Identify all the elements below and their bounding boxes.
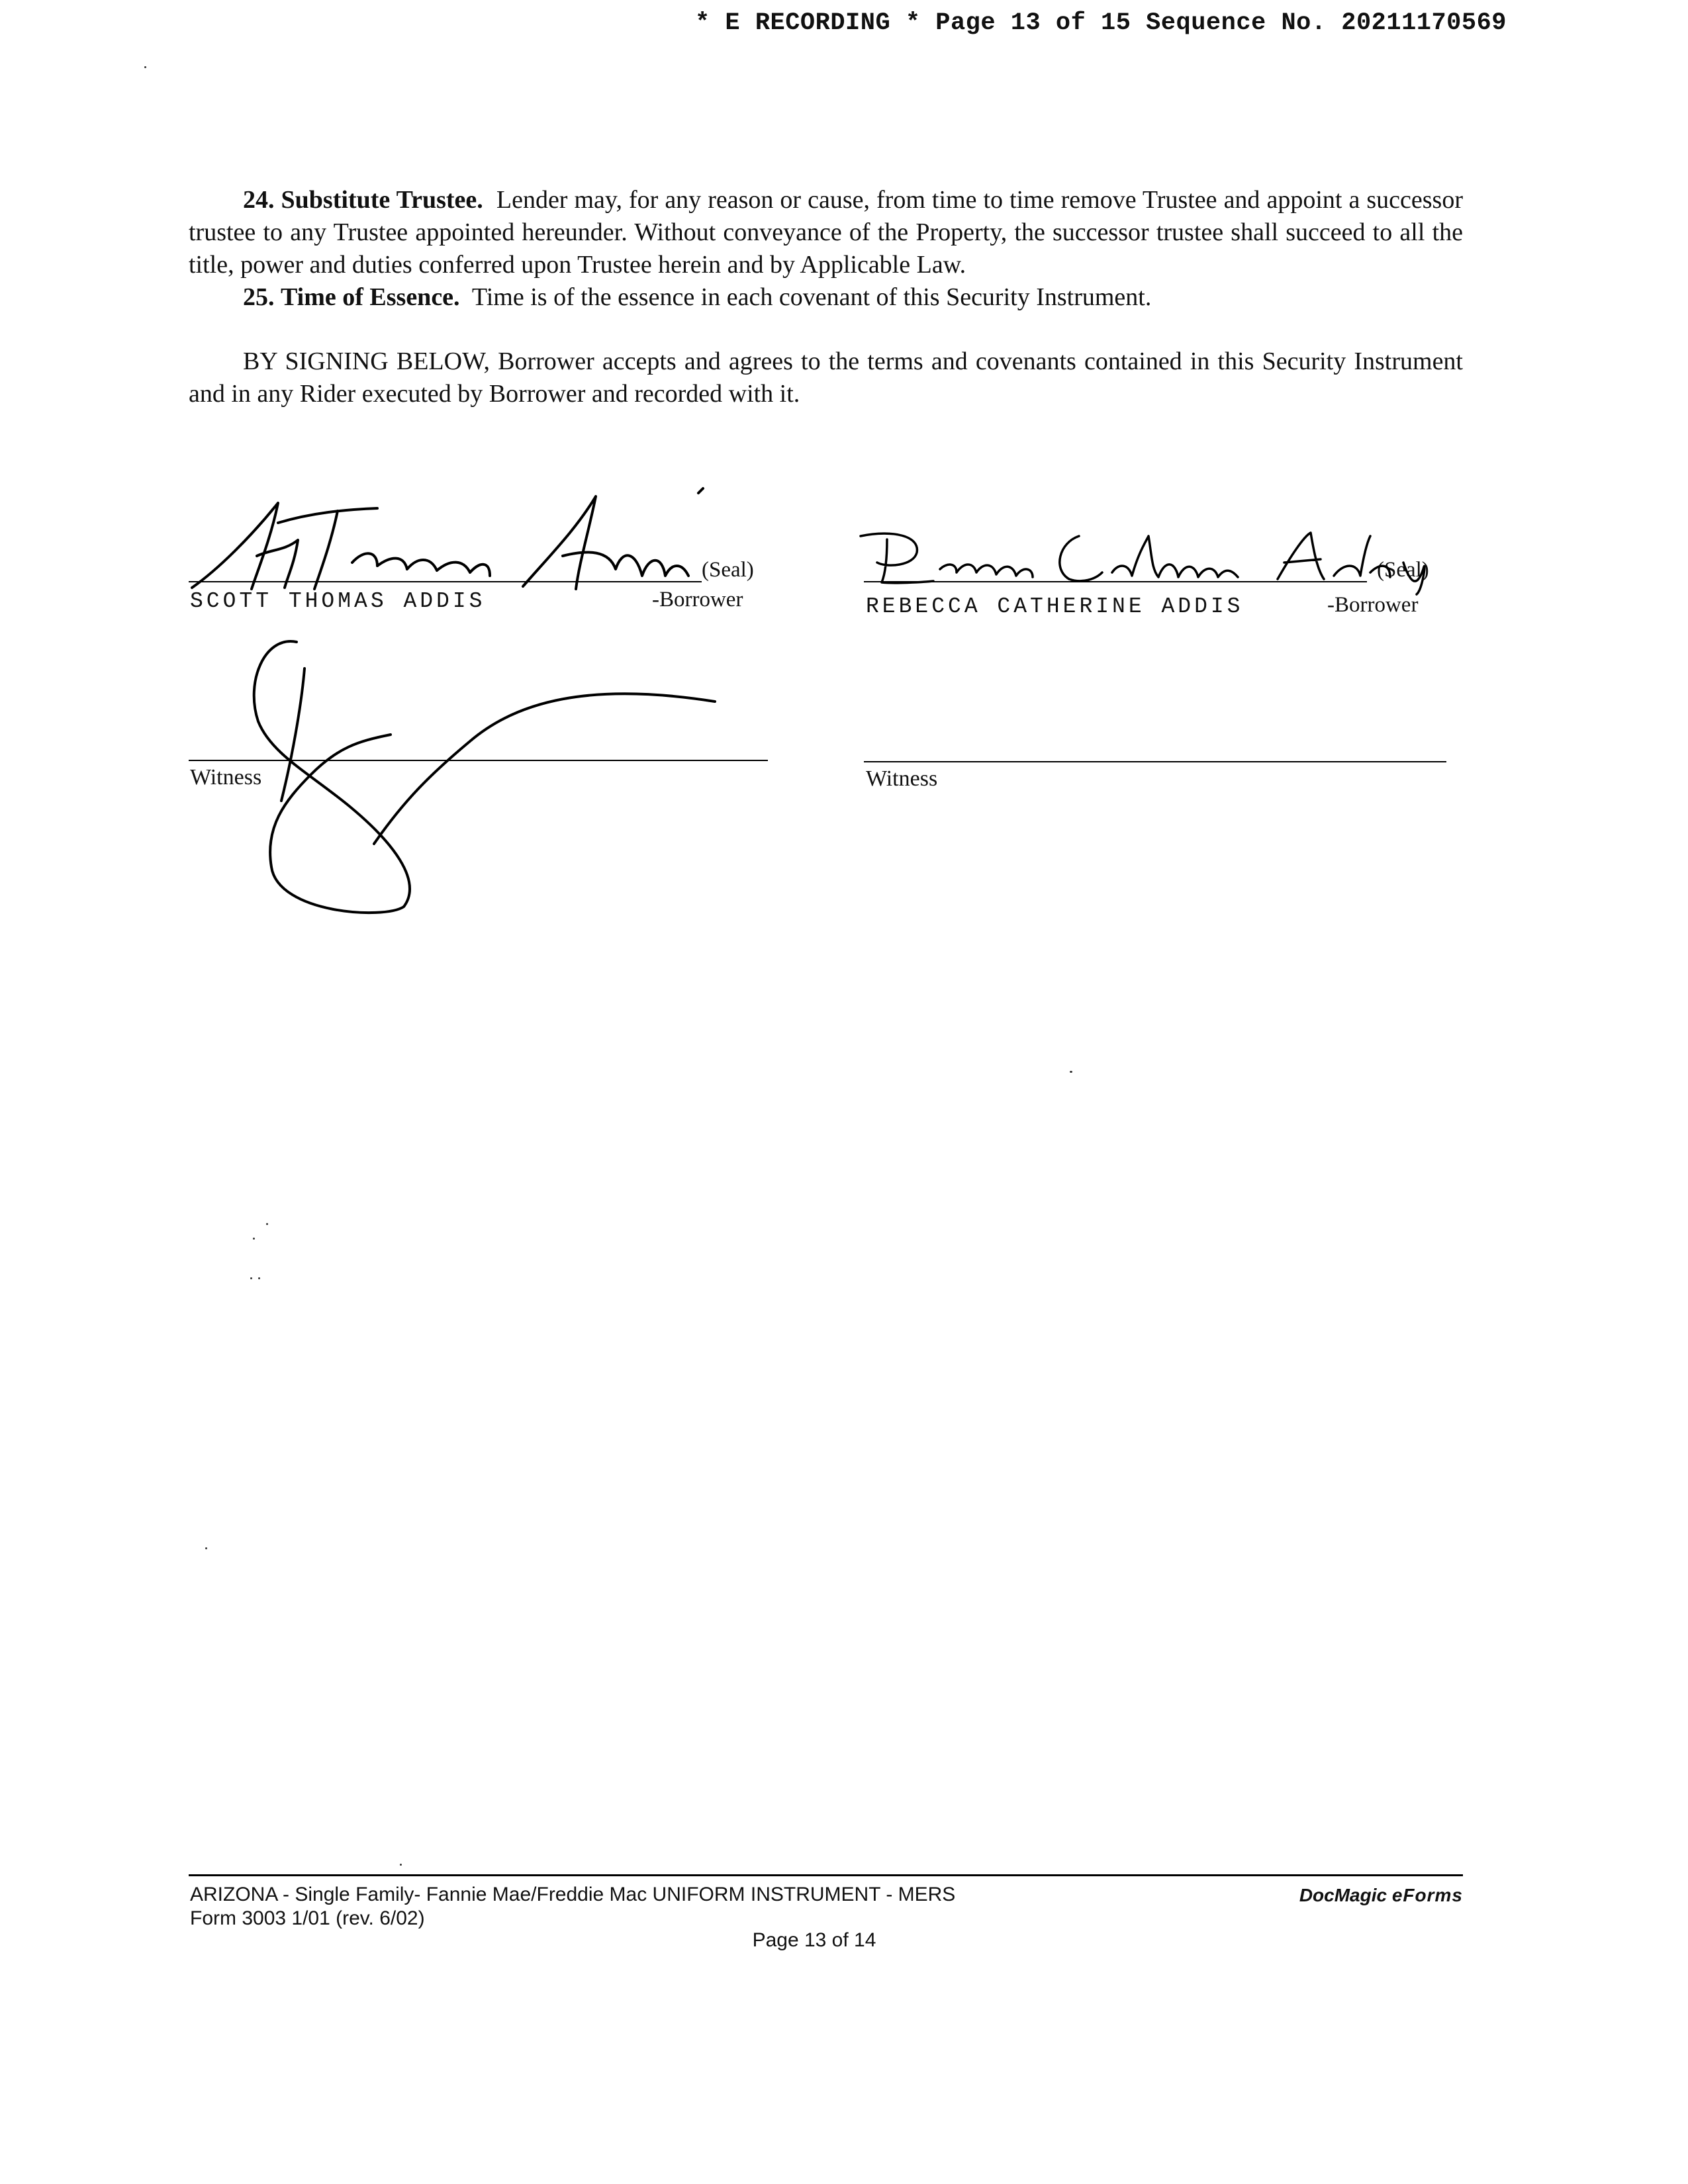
scan-speck	[258, 1277, 260, 1279]
borrower-role-right: -Borrower	[1327, 593, 1419, 617]
witness-signature-left	[218, 629, 735, 920]
footer-form-number: Form 3003 1/01 (rev. 6/02)	[190, 1907, 425, 1929]
section-24-paragraph	[189, 184, 1463, 281]
section-24-text: Lender may, for any reason or cause, from time to time remove Trustee and appoint a successor trustee to any Trustee appointed hereunder. Without conveyance of the Property, the successor trustee shall succeed to all the title, power and duties conferred upon Trustee herein and by Applicable Law.	[189, 186, 1463, 279]
footer-form-title: ARIZONA - Single Family- Fannie Mae/Freddie Mac UNIFORM INSTRUMENT - MERS	[190, 1884, 956, 1905]
scan-speck	[400, 1864, 402, 1866]
section-24-heading: Substitute Trustee.	[281, 186, 483, 214]
scan-speck	[250, 1277, 252, 1279]
signing-statement-text: BY SIGNING BELOW, Borrower accepts and agrees to the terms and covenants contained in this Security Instrument and in any Rider executed by Borrower and recorded with it.	[189, 347, 1463, 408]
borrower-signature-line-left	[189, 581, 702, 582]
brand-name: DocMagic	[1299, 1885, 1387, 1905]
docmagic-logo	[1274, 1885, 1463, 1906]
recording-header: * E RECORDING * Page 13 of 15 Sequence No. 20211170569	[695, 9, 1507, 37]
seal-label-left: (Seal)	[702, 558, 754, 582]
scan-speck	[205, 1547, 207, 1549]
witness-line-right	[864, 761, 1446, 762]
scan-speck	[1070, 1071, 1072, 1073]
section-25-heading: Time of Essence.	[281, 283, 460, 311]
witness-label-right: Witness	[866, 766, 938, 791]
brand-suffix: eForms	[1391, 1885, 1463, 1905]
footer-page-number: Page 13 of 14	[752, 1929, 876, 1951]
section-24-number: 24.	[243, 186, 275, 214]
borrower-name-left: SCOTT THOMAS ADDIS	[190, 589, 486, 614]
borrower-signature-right	[841, 516, 1476, 596]
borrower-name-right: REBECCA CATHERINE ADDIS	[866, 594, 1244, 619]
borrower-role-left: -Borrower	[652, 588, 743, 612]
section-25-text: Time is of the essence in each covenant of this Security Instrument.	[471, 283, 1152, 311]
footer-rule	[189, 1874, 1463, 1876]
signing-statement	[189, 345, 1463, 410]
witness-line-left	[189, 760, 768, 761]
section-25-paragraph	[189, 281, 1463, 314]
witness-label-left: Witness	[190, 765, 262, 790]
seal-label-right: (Seal)	[1377, 558, 1429, 582]
section-25-number: 25.	[243, 283, 275, 311]
scan-speck	[253, 1238, 255, 1240]
scan-speck	[266, 1223, 268, 1225]
scan-speck	[144, 66, 146, 68]
borrower-signature-line-right	[864, 581, 1367, 582]
